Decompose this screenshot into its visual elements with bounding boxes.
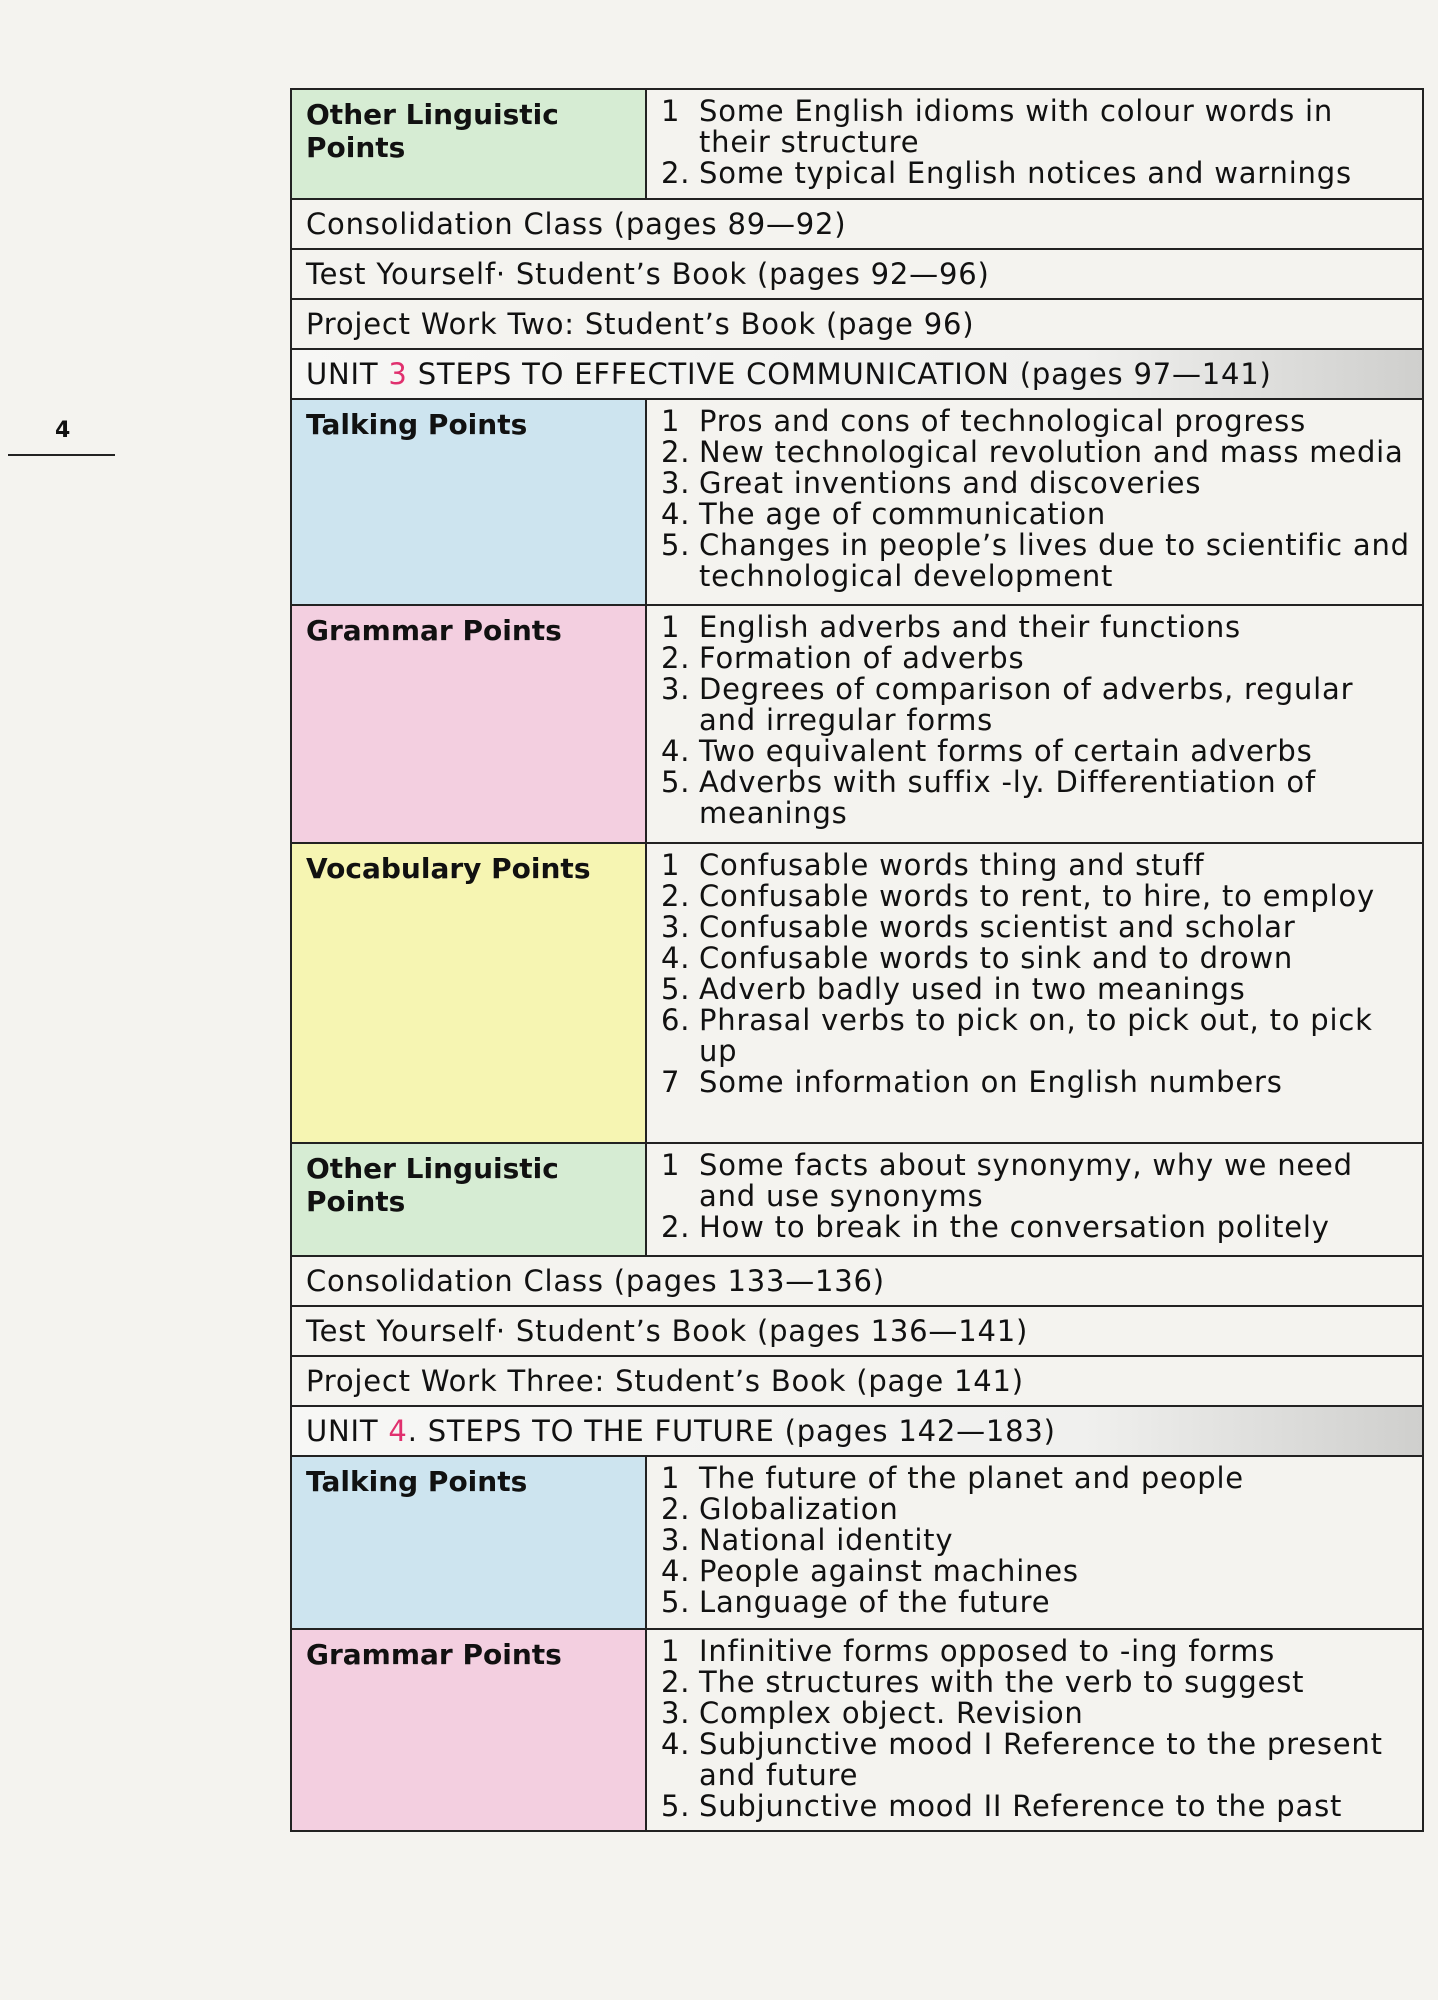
- item-number: 1: [661, 94, 681, 128]
- list-item: [661, 1212, 1412, 1243]
- list-item: [661, 468, 1412, 499]
- item-text: Some English idioms with colour words in their structure: [699, 94, 1334, 159]
- list-item: [661, 850, 1412, 881]
- item-text: English adverbs and their functions: [699, 610, 1241, 644]
- list-item: [661, 943, 1412, 974]
- item-number: 5.: [661, 765, 691, 799]
- table-row-talking-points-unit4: [292, 1457, 1422, 1630]
- list-item: [661, 1729, 1412, 1791]
- item-number: 2.: [661, 641, 691, 675]
- item-number: 4.: [661, 497, 691, 531]
- section-label: Talking Points: [292, 400, 647, 604]
- section-label: Talking Points: [292, 1457, 647, 1628]
- table-row-grammar-points-unit3: [292, 606, 1422, 844]
- table-row-project-work-three: [292, 1357, 1422, 1407]
- item-number: 3.: [661, 466, 691, 500]
- item-number: 5.: [661, 1789, 691, 1823]
- table-row-test-yourself-unit2: [292, 250, 1422, 300]
- list-item: [661, 1525, 1412, 1556]
- consolidation-class-text: Consolidation Class (pages 89—92): [306, 207, 847, 241]
- page-number-rule: [8, 454, 115, 456]
- table-row-other-linguistic-unit2: [292, 90, 1422, 200]
- item-list: [647, 1630, 1422, 1830]
- item-number: 5.: [661, 528, 691, 562]
- unit-prefix: UNIT: [306, 357, 379, 391]
- project-work-text: Project Work Two: Student’s Book (page 96): [306, 307, 975, 341]
- item-text: The age of communication: [699, 497, 1107, 531]
- list-item: [661, 767, 1412, 829]
- item-number: 4.: [661, 941, 691, 975]
- item-text: Confusable words scientist and scholar: [699, 910, 1296, 944]
- item-text: Confusable words thing and stuff: [699, 848, 1205, 882]
- item-list: [647, 606, 1422, 842]
- item-text: How to break in the conversation politely: [699, 1210, 1330, 1244]
- item-number: 3.: [661, 910, 691, 944]
- unit-number: 4: [388, 1414, 408, 1448]
- table-row-other-linguistic-unit3: [292, 1144, 1422, 1257]
- list-item: [661, 1005, 1412, 1067]
- item-text: Subjunctive mood I Reference to the present and future: [699, 1727, 1383, 1792]
- item-number: 1: [661, 404, 681, 438]
- list-item: [661, 612, 1412, 643]
- unit-4-title-line: [292, 1407, 1422, 1455]
- unit-3-title-line: [292, 350, 1422, 398]
- list-item: [661, 881, 1412, 912]
- item-text: The future of the planet and people: [699, 1461, 1244, 1495]
- item-number: 3.: [661, 672, 691, 706]
- item-number: 1: [661, 1461, 681, 1495]
- item-list: [647, 1144, 1422, 1255]
- item-number: 2.: [661, 1210, 691, 1244]
- item-number: 4.: [661, 1554, 691, 1588]
- list-item: [661, 530, 1412, 592]
- item-number: 2.: [661, 156, 691, 190]
- table-row-consolidation-unit2: [292, 200, 1422, 250]
- item-number: 5.: [661, 1585, 691, 1619]
- list-item: [661, 974, 1412, 1005]
- item-text: Some facts about synonymy, why we need and use synonyms: [699, 1148, 1353, 1213]
- item-text: Infinitive forms opposed to -ing forms: [699, 1634, 1276, 1668]
- item-list: [647, 1457, 1422, 1628]
- item-number: 2.: [661, 1665, 691, 1699]
- list-item: [661, 1494, 1412, 1525]
- list-item: [661, 1463, 1412, 1494]
- item-text: Adverbs with suffix -ly. Differentiation of meanings: [699, 765, 1316, 830]
- item-number: 3.: [661, 1696, 691, 1730]
- item-list: [647, 400, 1422, 604]
- unit-4-header: [292, 1407, 1422, 1457]
- table-row-grammar-points-unit4: [292, 1630, 1422, 1832]
- list-item: [661, 1636, 1412, 1667]
- item-number: 2.: [661, 435, 691, 469]
- item-text: The structures with the verb to suggest: [699, 1665, 1305, 1699]
- unit-title: STEPS TO EFFECTIVE COMMUNICATION (pages 97—141): [417, 357, 1272, 391]
- item-text: Adverb badly used in two meanings: [699, 972, 1246, 1006]
- list-item: [661, 1587, 1412, 1618]
- list-item: [661, 437, 1412, 468]
- test-yourself-text: Test Yourself· Student’s Book (pages 92—96): [306, 257, 990, 291]
- item-text: Confusable words to sink and to drown: [699, 941, 1294, 975]
- item-number: 1: [661, 610, 681, 644]
- list-item: [661, 1698, 1412, 1729]
- item-number: 2.: [661, 879, 691, 913]
- table-row-vocabulary-points-unit3: [292, 844, 1422, 1144]
- table-row-talking-points-unit3: [292, 400, 1422, 606]
- list-item: [661, 1556, 1412, 1587]
- item-number: 5.: [661, 972, 691, 1006]
- section-label: Grammar Points: [292, 1630, 647, 1830]
- test-yourself-text: Test Yourself· Student’s Book (pages 136—141): [306, 1314, 1029, 1348]
- list-item: [661, 736, 1412, 767]
- project-work-text: Project Work Three: Student’s Book (page 141): [306, 1364, 1024, 1398]
- item-list: [647, 90, 1422, 198]
- item-number: 3.: [661, 1523, 691, 1557]
- item-text: Some information on English numbers: [699, 1065, 1283, 1099]
- item-number: 2.: [661, 1492, 691, 1526]
- item-text: Two equivalent forms of certain adverbs: [699, 734, 1313, 768]
- list-item: [661, 643, 1412, 674]
- list-item: [661, 499, 1412, 530]
- consolidation-class-text: Consolidation Class (pages 133—136): [306, 1264, 885, 1298]
- item-text: Language of the future: [699, 1585, 1051, 1619]
- item-text: Formation of adverbs: [699, 641, 1025, 675]
- table-row-consolidation-unit3: [292, 1257, 1422, 1307]
- item-text: Globalization: [699, 1492, 899, 1526]
- list-item: [661, 1667, 1412, 1698]
- list-item: [661, 406, 1412, 437]
- item-text: Great inventions and discoveries: [699, 466, 1202, 500]
- item-number: 7: [661, 1065, 681, 1099]
- item-number: 1: [661, 1148, 681, 1182]
- unit-title: . STEPS TO THE FUTURE (pages 142—183): [407, 1414, 1056, 1448]
- list-item: [661, 1791, 1412, 1822]
- section-label: Vocabulary Points: [292, 844, 647, 1142]
- list-item: [661, 674, 1412, 736]
- section-label: Other Linguistic Points: [292, 1144, 647, 1255]
- item-text: Phrasal verbs to pick on, to pick out, to pick up: [699, 1003, 1373, 1068]
- item-text: Degrees of comparison of adverbs, regular and irregular forms: [699, 672, 1354, 737]
- section-label: Other Linguistic Points: [292, 90, 647, 198]
- list-item: [661, 1067, 1412, 1098]
- section-label: Grammar Points: [292, 606, 647, 842]
- item-text: Subjunctive mood II Reference to the past: [699, 1789, 1343, 1823]
- contents-table: [290, 88, 1424, 1832]
- item-text: People against machines: [699, 1554, 1079, 1588]
- item-text: Changes in people’s lives due to scientific and technological development: [699, 528, 1410, 593]
- item-text: Complex object. Revision: [699, 1696, 1084, 1730]
- unit-3-header: [292, 350, 1422, 400]
- item-number: 1: [661, 848, 681, 882]
- unit-prefix: UNIT: [306, 1414, 379, 1448]
- item-number: 1: [661, 1634, 681, 1668]
- item-text: New technological revolution and mass media: [699, 435, 1404, 469]
- page-number: 4: [55, 418, 71, 443]
- item-number: 4.: [661, 734, 691, 768]
- table-row-project-work-two: [292, 300, 1422, 350]
- item-number: 4.: [661, 1727, 691, 1761]
- item-text: Some typical English notices and warnings: [699, 156, 1352, 190]
- item-text: National identity: [699, 1523, 954, 1557]
- item-text: Pros and cons of technological progress: [699, 404, 1306, 438]
- unit-number: 3: [388, 357, 408, 391]
- item-text: Confusable words to rent, to hire, to employ: [699, 879, 1375, 913]
- list-item: [661, 158, 1412, 189]
- item-list: [647, 844, 1422, 1142]
- table-row-test-yourself-unit3: [292, 1307, 1422, 1357]
- list-item: [661, 1150, 1412, 1212]
- list-item: [661, 912, 1412, 943]
- list-item: [661, 96, 1412, 158]
- item-number: 6.: [661, 1003, 691, 1037]
